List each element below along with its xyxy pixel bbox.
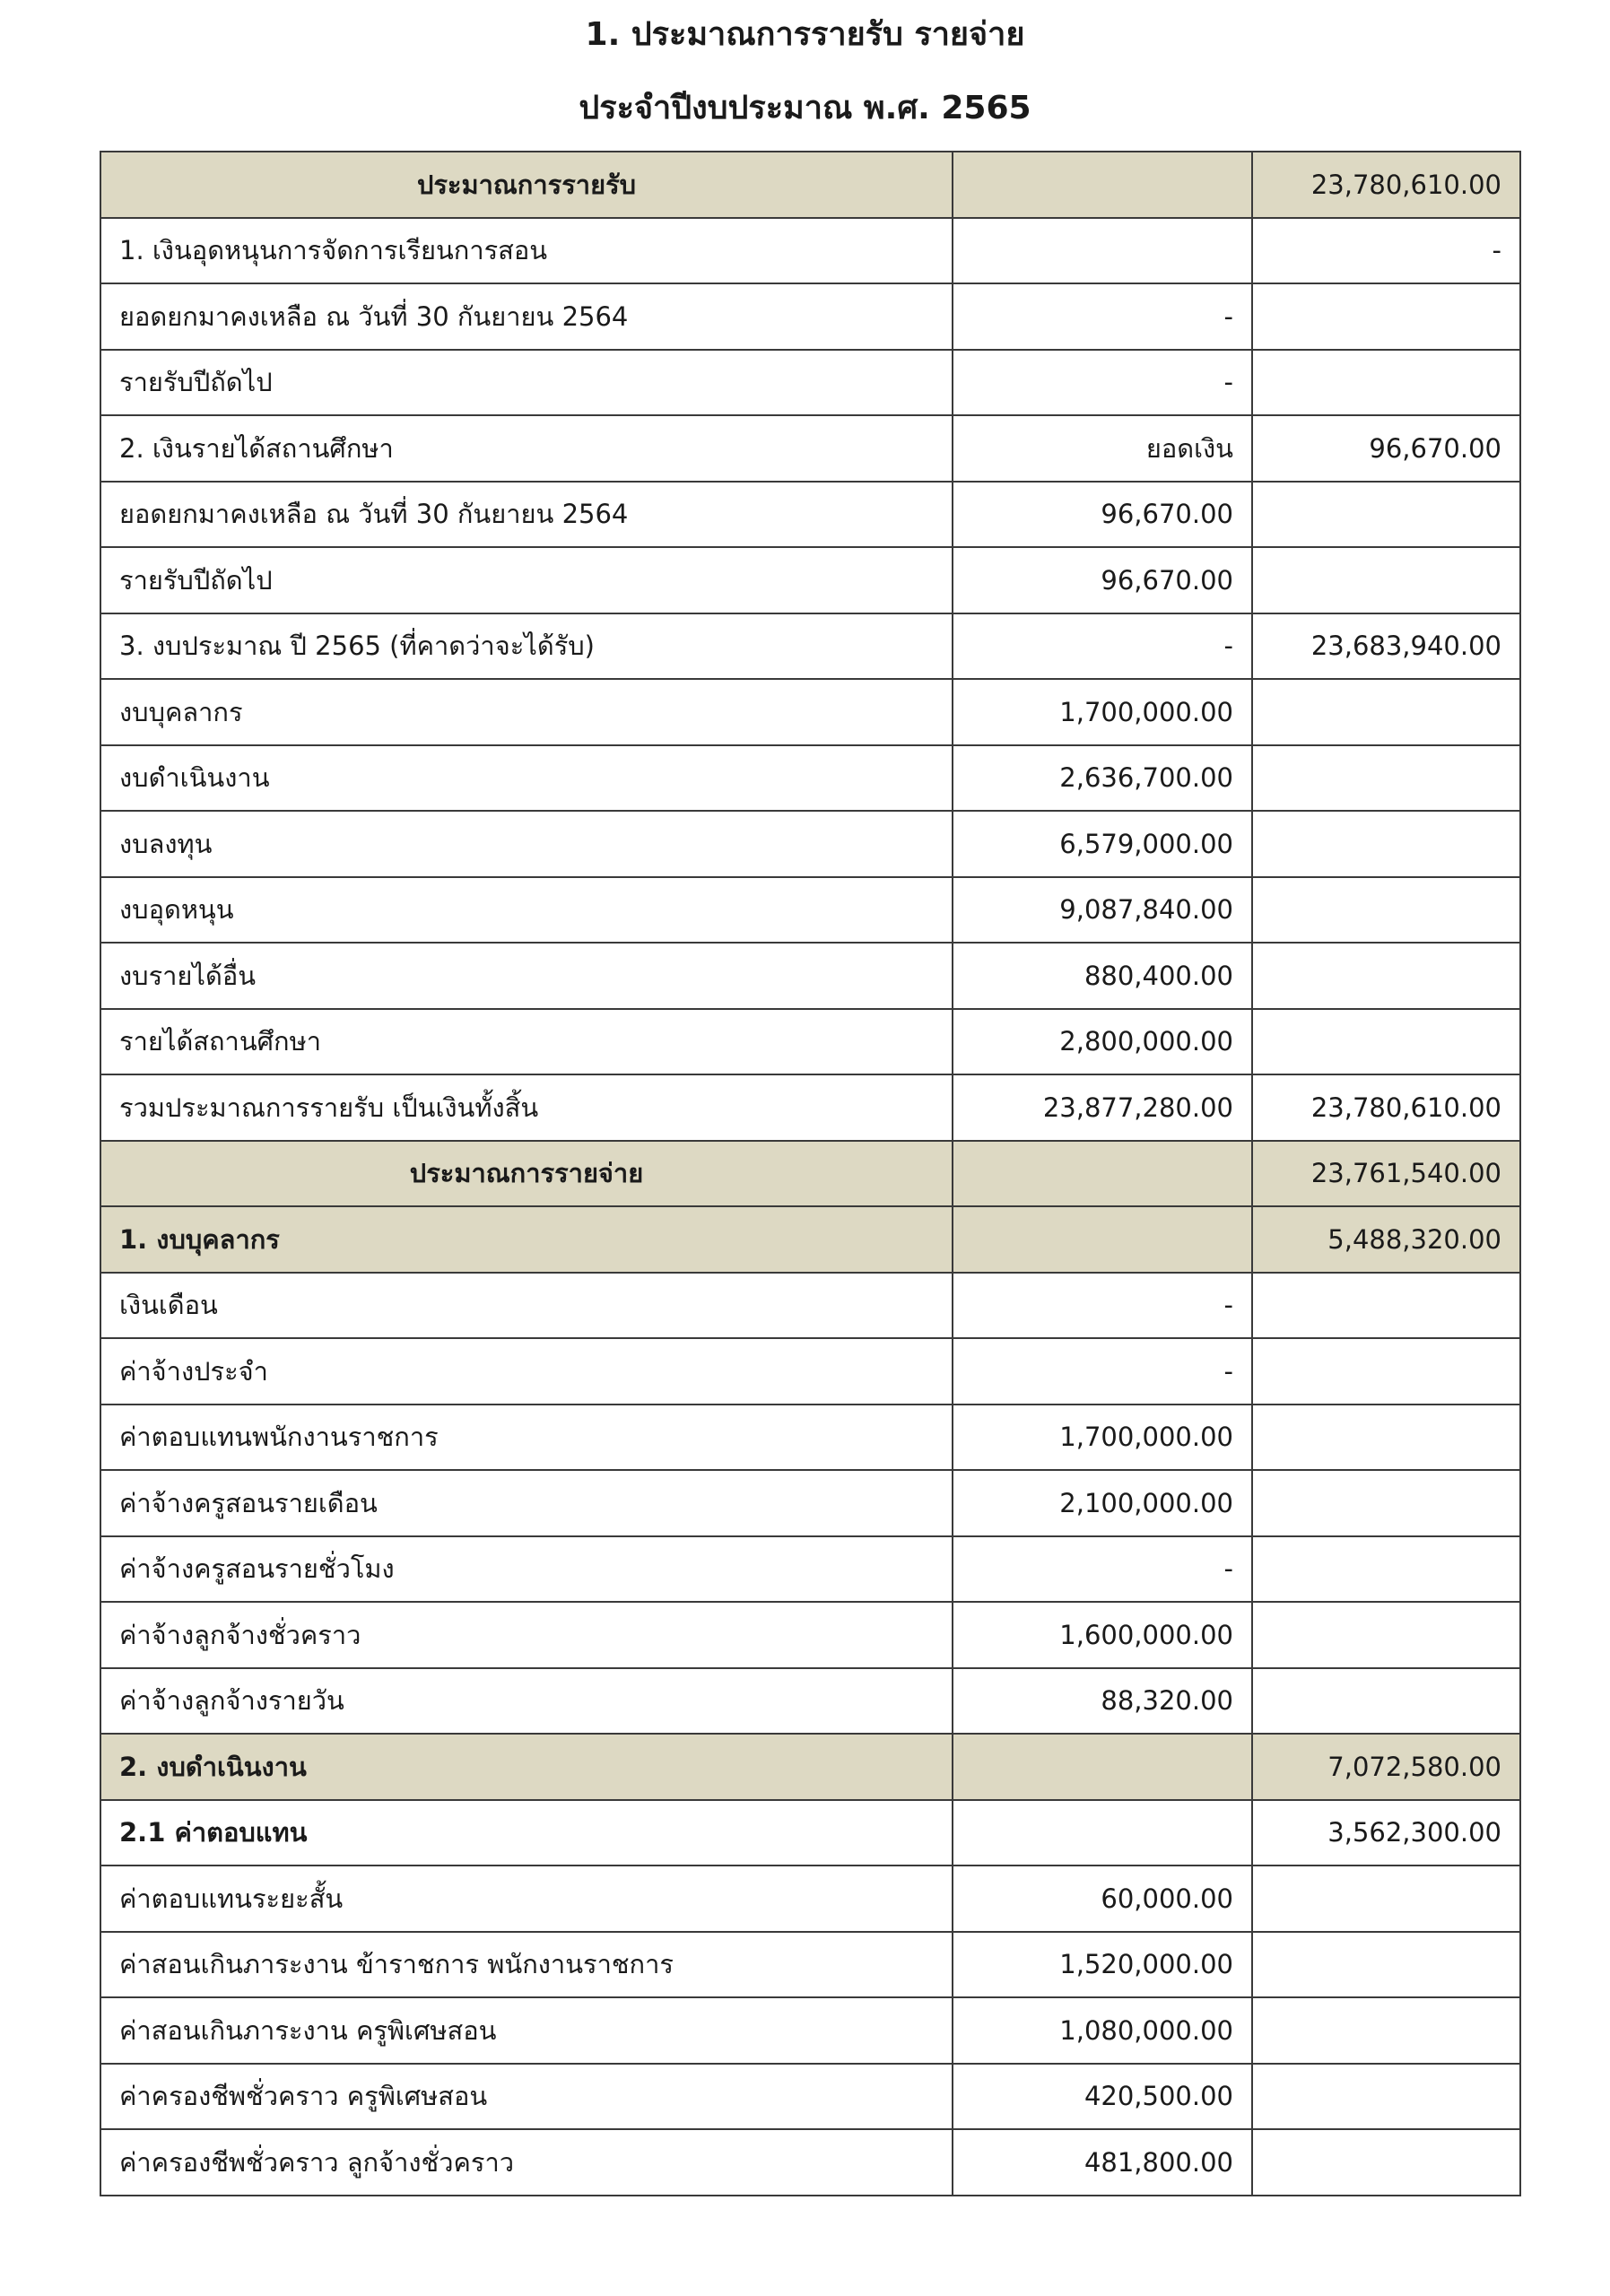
row-label: 3. งบประมาณ ปี 2565 (ที่คาดว่าจะได้รับ) (100, 613, 953, 680)
row-total: - (1252, 218, 1520, 284)
table-row (100, 1932, 1520, 1998)
row-label: ค่าครองชีพชั่วคราว ครูพิเศษสอน (100, 2064, 953, 2130)
row-total (1252, 877, 1520, 944)
row-label: งบดำเนินงาน (100, 745, 953, 812)
row-total (1252, 1932, 1520, 1998)
row-amount (953, 1734, 1252, 1800)
table-row (100, 1536, 1520, 1603)
row-label: ค่าตอบแทนพนักงานราชการ (100, 1405, 953, 1471)
table-row (100, 2129, 1520, 2196)
row-amount: 2,636,700.00 (953, 745, 1252, 812)
row-amount: - (953, 1536, 1252, 1603)
row-label: 2.1 ค่าตอบแทน (100, 1800, 953, 1866)
row-amount: 23,877,280.00 (953, 1074, 1252, 1141)
group-row (100, 1206, 1520, 1273)
table-row (100, 482, 1520, 548)
row-amount: - (953, 1338, 1252, 1405)
section-header-row (100, 152, 1520, 218)
row-label: งบลงทุน (100, 811, 953, 877)
row-label: ค่าจ้างลูกจ้างรายวัน (100, 1668, 953, 1735)
row-total: 23,683,940.00 (1252, 613, 1520, 680)
row-total (1252, 1273, 1520, 1339)
row-total (1252, 2129, 1520, 2196)
row-amount: - (953, 613, 1252, 680)
row-amount: 481,800.00 (953, 2129, 1252, 2196)
row-total: 96,670.00 (1252, 415, 1520, 482)
row-label: 1. งบบุคลากร (100, 1206, 953, 1273)
document-subtitle: ประจำปีงบประมาณ พ.ศ. 2565 (579, 90, 1031, 126)
row-label: รวมประมาณการรายรับ เป็นเงินทั้งสิ้น (100, 1074, 953, 1141)
row-total (1252, 1997, 1520, 2064)
row-amount: 420,500.00 (953, 2064, 1252, 2130)
row-total (1252, 283, 1520, 350)
row-total (1252, 1338, 1520, 1405)
row-label: งบอุดหนุน (100, 877, 953, 944)
row-label: ยอดยกมาคงเหลือ ณ วันที่ 30 กันยายน 2564 (100, 482, 953, 548)
row-label: งบรายได้อื่น (100, 943, 953, 1009)
table-row (100, 613, 1520, 680)
table-row (100, 1009, 1520, 1075)
row-total (1252, 1536, 1520, 1603)
row-total: 7,072,580.00 (1252, 1734, 1520, 1800)
row-label: รายรับปีถัดไป (100, 547, 953, 613)
row-amount: 88,320.00 (953, 1668, 1252, 1735)
table-row (100, 1866, 1520, 1932)
row-label: 2. เงินรายได้สถานศึกษา (100, 415, 953, 482)
document-title: 1. ประมาณการรายรับ รายจ่าย (585, 16, 1025, 53)
row-label: ค่าสอนเกินภาระงาน ครูพิเศษสอน (100, 1997, 953, 2064)
row-label: ค่าสอนเกินภาระงาน ข้าราชการ พนักงานราชการ (100, 1932, 953, 1998)
row-total: 3,562,300.00 (1252, 1800, 1520, 1866)
row-label: 2. งบดำเนินงาน (100, 1734, 953, 1800)
table-row (100, 745, 1520, 812)
row-label: ค่าจ้างลูกจ้างชั่วคราว (100, 1602, 953, 1668)
table-row (100, 350, 1520, 416)
table-row (100, 1405, 1520, 1471)
row-total (1252, 1405, 1520, 1471)
row-label: ยอดยกมาคงเหลือ ณ วันที่ 30 กันยายน 2564 (100, 283, 953, 350)
row-label: รายรับปีถัดไป (100, 350, 953, 416)
row-total: 23,780,610.00 (1252, 1074, 1520, 1141)
group-row (100, 1734, 1520, 1800)
table-row (100, 1470, 1520, 1536)
budget-table-body (100, 152, 1520, 2196)
row-amount: - (953, 1273, 1252, 1339)
section-header-row (100, 1141, 1520, 1207)
row-total (1252, 679, 1520, 745)
row-amount (953, 1206, 1252, 1273)
row-total (1252, 2064, 1520, 2130)
table-row (100, 283, 1520, 350)
row-label: ค่าจ้างครูสอนรายชั่วโมง (100, 1536, 953, 1603)
row-amount: 60,000.00 (953, 1866, 1252, 1932)
row-amount: 9,087,840.00 (953, 877, 1252, 944)
row-amount: 1,520,000.00 (953, 1932, 1252, 1998)
table-row (100, 943, 1520, 1009)
table-row (100, 679, 1520, 745)
row-label: งบบุคลากร (100, 679, 953, 745)
table-row (100, 877, 1520, 944)
table-row (100, 415, 1520, 482)
row-amount: 6,579,000.00 (953, 811, 1252, 877)
row-total (1252, 943, 1520, 1009)
table-row (100, 2064, 1520, 2130)
row-total: 5,488,320.00 (1252, 1206, 1520, 1273)
row-amount (953, 1141, 1252, 1207)
row-total (1252, 1009, 1520, 1075)
row-total: 23,780,610.00 (1252, 152, 1520, 218)
row-amount: 1,700,000.00 (953, 1405, 1252, 1471)
row-amount: 2,800,000.00 (953, 1009, 1252, 1075)
row-label: รายได้สถานศึกษา (100, 1009, 953, 1075)
row-label: 1. เงินอุดหนุนการจัดการเรียนการสอน (100, 218, 953, 284)
row-label: เงินเดือน (100, 1273, 953, 1339)
table-row (100, 1338, 1520, 1405)
row-amount: 880,400.00 (953, 943, 1252, 1009)
row-total (1252, 1866, 1520, 1932)
row-total (1252, 1470, 1520, 1536)
table-row (100, 547, 1520, 613)
table-row (100, 811, 1520, 877)
table-row (100, 1800, 1520, 1866)
table-row (100, 1602, 1520, 1668)
row-label: ค่าจ้างครูสอนรายเดือน (100, 1470, 953, 1536)
table-row (100, 1668, 1520, 1735)
row-amount: - (953, 283, 1252, 350)
row-amount (953, 152, 1252, 218)
row-label: ค่าตอบแทนระยะสั้น (100, 1866, 953, 1932)
row-amount: 96,670.00 (953, 482, 1252, 548)
row-amount: 1,700,000.00 (953, 679, 1252, 745)
table-row (100, 1997, 1520, 2064)
table-row (100, 218, 1520, 284)
row-amount: 1,600,000.00 (953, 1602, 1252, 1668)
row-total: 23,761,540.00 (1252, 1141, 1520, 1207)
row-amount: 96,670.00 (953, 547, 1252, 613)
table-row (100, 1273, 1520, 1339)
row-amount: ยอดเงิน (953, 415, 1252, 482)
row-amount: - (953, 350, 1252, 416)
row-label: ประมาณการรายรับ (100, 152, 953, 218)
row-amount (953, 1800, 1252, 1866)
row-label: ค่าครองชีพชั่วคราว ลูกจ้างชั่วคราว (100, 2129, 953, 2196)
row-total (1252, 350, 1520, 416)
row-total (1252, 745, 1520, 812)
row-total (1252, 1602, 1520, 1668)
row-total (1252, 811, 1520, 877)
row-amount (953, 218, 1252, 284)
row-label: ประมาณการรายจ่าย (100, 1141, 953, 1207)
row-amount: 1,080,000.00 (953, 1997, 1252, 2064)
table-row (100, 1074, 1520, 1141)
row-total (1252, 547, 1520, 613)
row-amount: 2,100,000.00 (953, 1470, 1252, 1536)
budget-table (100, 151, 1521, 2196)
row-total (1252, 482, 1520, 548)
row-label: ค่าจ้างประจำ (100, 1338, 953, 1405)
row-total (1252, 1668, 1520, 1735)
